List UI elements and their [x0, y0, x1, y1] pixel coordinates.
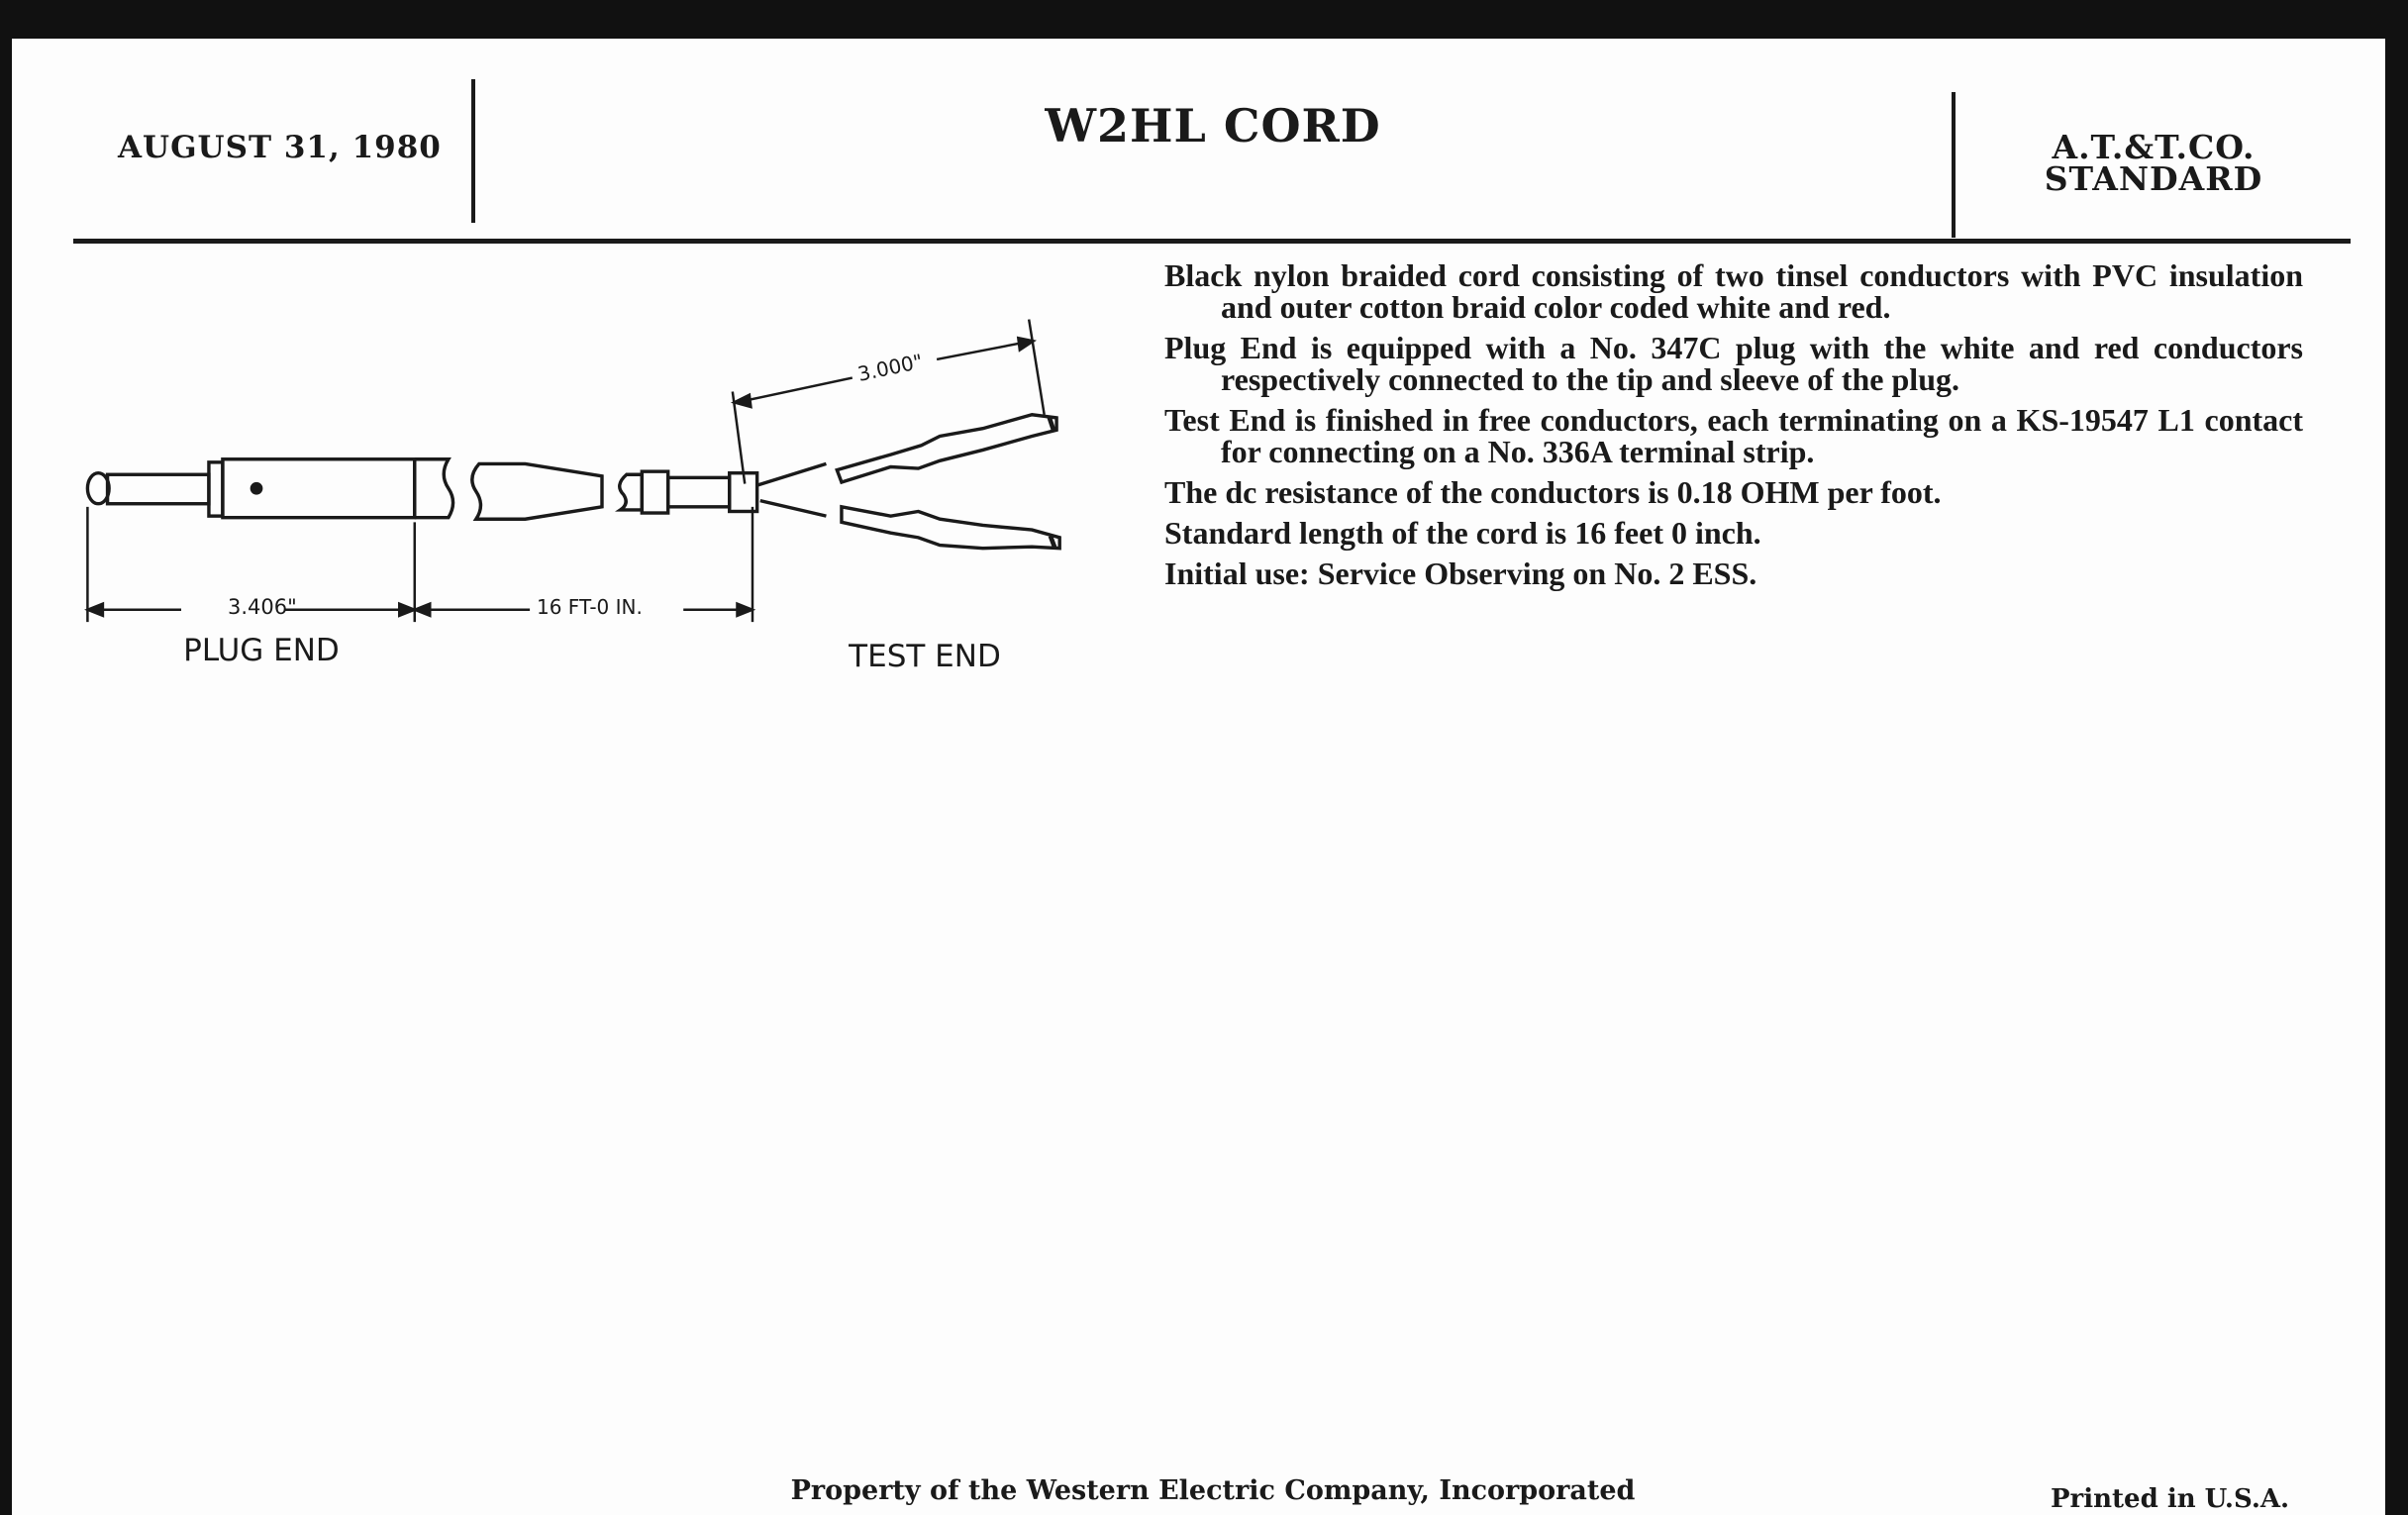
- property-notice: Property of the Western Electric Company, Incorporated: [790, 1475, 1636, 1506]
- description-paragraph: Black nylon braided cord consisting of two tinsel conductors with PVC insulation and outer cotton braid color coded white and red.: [1164, 257, 2303, 325]
- plug-drawing: [87, 459, 452, 518]
- page-title: W2HL CORD: [1045, 99, 1381, 152]
- standard-line-2: STANDARD: [2044, 159, 2263, 198]
- printed-notice: Printed in U.S.A.: [2051, 1484, 2290, 1514]
- cord-segment: [472, 463, 757, 519]
- issue-date: AUGUST 31, 1980: [118, 130, 442, 165]
- description-paragraph: Plug End is equipped with a No. 347C plug with the white and red conductors respectively connected to the tip and sleeve of the plug.: [1164, 330, 2303, 397]
- label-test-end: TEST END: [849, 639, 1001, 674]
- dim-cord-length: 16 FT-0 IN.: [537, 595, 643, 619]
- dim-plug-length: 3.406": [228, 595, 297, 619]
- dim-test-length: 3.000": [855, 349, 926, 386]
- description-paragraph: Initial use: Service Observing on No. 2 ESS.: [1164, 556, 1757, 591]
- test-conductors: [757, 415, 1060, 549]
- description-paragraph: Standard length of the cord is 16 feet 0 inch.: [1164, 515, 1761, 551]
- standard-line-1: A.T.&T.CO.: [2052, 128, 2256, 166]
- label-plug-end: PLUG END: [183, 633, 340, 668]
- description-paragraph: Test End is finished in free conductors, each terminating on a KS-19547 L1 contact for connecting on a No. 336A terminal strip.: [1164, 402, 2303, 469]
- cord-description: [1164, 259, 2303, 598]
- description-paragraph: The dc resistance of the conductors is 0.18 OHM per foot.: [1164, 474, 1942, 510]
